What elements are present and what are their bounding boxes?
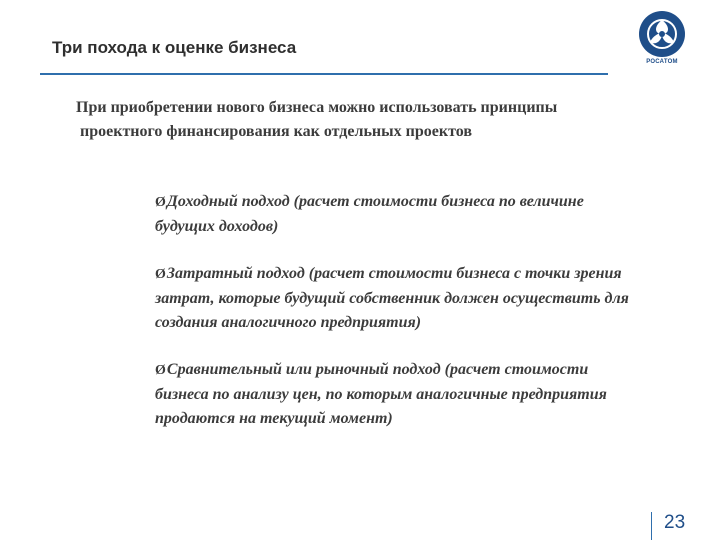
- list-item: [155, 262, 645, 335]
- page-number: 23: [664, 512, 686, 533]
- arrow-bullet-icon: Ø: [155, 363, 166, 378]
- bullet-text: Сравнительный или рыночный подход (расчет стоимости бизнеса по анализу цен, по которым аналогичные предприятия продаются на текущий момент): [155, 361, 607, 427]
- list-item: [155, 190, 645, 239]
- list-item: [155, 358, 645, 431]
- bullet-list: [155, 190, 645, 454]
- arrow-bullet-icon: Ø: [155, 267, 166, 282]
- title-underline: [40, 73, 608, 75]
- rosatom-logo-icon: [636, 10, 688, 58]
- bullet-text: Доходный подход (расчет стоимости бизнеса по величине будущих доходов): [155, 193, 584, 235]
- intro-paragraph: При приобретении нового бизнеса можно использовать принципы проектного финансирования как отдельных проектов: [76, 99, 558, 140]
- rosatom-logo: [636, 10, 688, 70]
- page-number-divider: [651, 512, 652, 540]
- logo-text: РОСАТОМ: [646, 59, 678, 65]
- bullet-text: Затратный подход (расчет стоимости бизнеса с точки зрения затрат, которые будущий собственник должен осуществить для создания аналогичного предприятия): [155, 265, 629, 331]
- slide-title: Три похода к оценке бизнеса: [52, 38, 297, 57]
- arrow-bullet-icon: Ø: [155, 195, 166, 210]
